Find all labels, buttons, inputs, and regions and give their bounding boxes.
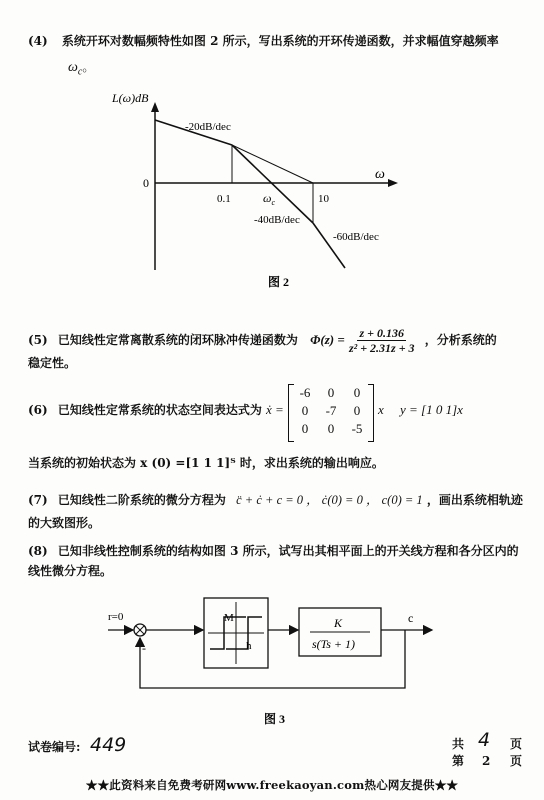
y-axis-arrow bbox=[151, 102, 159, 112]
output-label: c bbox=[408, 611, 414, 625]
question-8 bbox=[28, 540, 538, 562]
segment-minus40 bbox=[232, 145, 313, 223]
q6-text: 已知线性定常系统的状态空间表达式为 bbox=[57, 403, 262, 417]
q4-symbol-line bbox=[68, 56, 94, 83]
q5-lhs: Φ(z) = bbox=[310, 332, 345, 347]
slope-minus60-label: -60dB/dec bbox=[333, 231, 379, 243]
q5-transfer-function bbox=[349, 326, 415, 355]
q4-number: (4) bbox=[28, 34, 48, 48]
plant-numerator: K bbox=[334, 616, 343, 630]
q6-after-matrix: x bbox=[378, 402, 384, 417]
slope-minus40-label: -40dB/dec bbox=[254, 214, 300, 226]
q5-after: ，分析系统的 bbox=[424, 333, 497, 347]
q7-equation: c̈ + ċ + c = 0 ， ċ(0) = 0 ， c(0) = 1 bbox=[236, 493, 423, 507]
q4-omega-sub: c bbox=[77, 66, 83, 78]
xaxis-label: ω bbox=[375, 167, 385, 182]
feedback-path bbox=[140, 630, 405, 688]
relay-h-label: h bbox=[246, 640, 252, 652]
x-axis-arrow bbox=[388, 179, 398, 187]
input-label: r=0 bbox=[108, 611, 124, 623]
figure-3-block-diagram bbox=[0, 588, 544, 728]
question-5 bbox=[28, 326, 538, 355]
q6-output-equation: y = [1 0 1]x bbox=[400, 402, 463, 417]
q6-number: (6) bbox=[28, 403, 48, 417]
plant-denominator: s(Ts + 1) bbox=[312, 637, 356, 651]
question-7 bbox=[28, 489, 538, 511]
q4-omega: ω bbox=[68, 60, 78, 75]
page-label: 第 bbox=[452, 754, 465, 768]
ylabel: L(ω)dB bbox=[112, 91, 149, 105]
matrix-row: -6 0 0 bbox=[299, 385, 361, 400]
exam-number-label: 试卷编号: bbox=[28, 740, 81, 754]
q6-line2: 当系统的初始状态为 x (0) =[1 1 1]ᵀ 时，求出系统的输出响应。 bbox=[28, 456, 384, 470]
q6-xdot: ẋ = bbox=[266, 402, 284, 417]
segment-minus60 bbox=[313, 223, 345, 268]
q7-text: 已知线性二阶系统的微分方程为 bbox=[57, 493, 226, 507]
matrix-row: 0 0 -5 bbox=[301, 421, 363, 436]
slope-minus20-label: -20dB/dec bbox=[185, 121, 231, 133]
q7-line2: 的大致图形。 bbox=[28, 516, 101, 530]
exam-number-value: 449 bbox=[90, 734, 127, 756]
fig3-caption: 图 3 bbox=[264, 712, 286, 726]
q5-number: (5) bbox=[28, 333, 48, 347]
origin-label: 0 bbox=[143, 176, 149, 190]
q7-after: ，画出系统相轨迹 bbox=[426, 493, 523, 507]
page-number: 2 bbox=[482, 754, 491, 768]
total-pages-unit: 页 bbox=[510, 737, 523, 751]
q7-number: (7) bbox=[28, 493, 48, 507]
total-pages-label: 共 bbox=[452, 737, 465, 751]
q5-numerator: z + 0.136 bbox=[359, 326, 404, 340]
tick-0.1: 0.1 bbox=[217, 193, 231, 205]
minus-sign: - bbox=[142, 641, 146, 655]
total-pages-value: 4 bbox=[478, 729, 491, 751]
page-unit: 页 bbox=[510, 754, 523, 768]
question-4 bbox=[28, 30, 528, 52]
q8-line2: 线性微分方程。 bbox=[28, 564, 113, 578]
q4-end: 。 bbox=[82, 60, 95, 74]
wc-label: $\omega_c$ bbox=[263, 191, 276, 207]
q8-text: 已知非线性控制系统的结构如图 3 所示，试写出其相平面上的开关线方程和各分区内的 bbox=[57, 544, 519, 558]
extension-minus20 bbox=[232, 145, 313, 183]
q8-number: (8) bbox=[28, 544, 48, 558]
q6-system-matrix bbox=[292, 384, 370, 438]
source-banner: ★★此资料来自免费考研网www.freekaoyan.com热心网友提供★★ bbox=[85, 778, 459, 792]
q5-line2: 稳定性。 bbox=[28, 356, 77, 370]
relay-M-label: M bbox=[224, 612, 234, 624]
fig2-caption: 图 2 bbox=[268, 275, 290, 289]
matrix-row: 0 -7 0 bbox=[301, 403, 361, 418]
q4-text: 系统开环对数幅频特性如图 2 所示，写出系统的开环传递函数，并求幅值穿越频率 bbox=[61, 34, 499, 48]
q5-text: 已知线性定常离散系统的闭环脉冲传递函数为 bbox=[57, 333, 298, 347]
q5-denominator: z² + 2.31z + 3 bbox=[348, 341, 415, 355]
tick-10: 10 bbox=[318, 193, 329, 205]
